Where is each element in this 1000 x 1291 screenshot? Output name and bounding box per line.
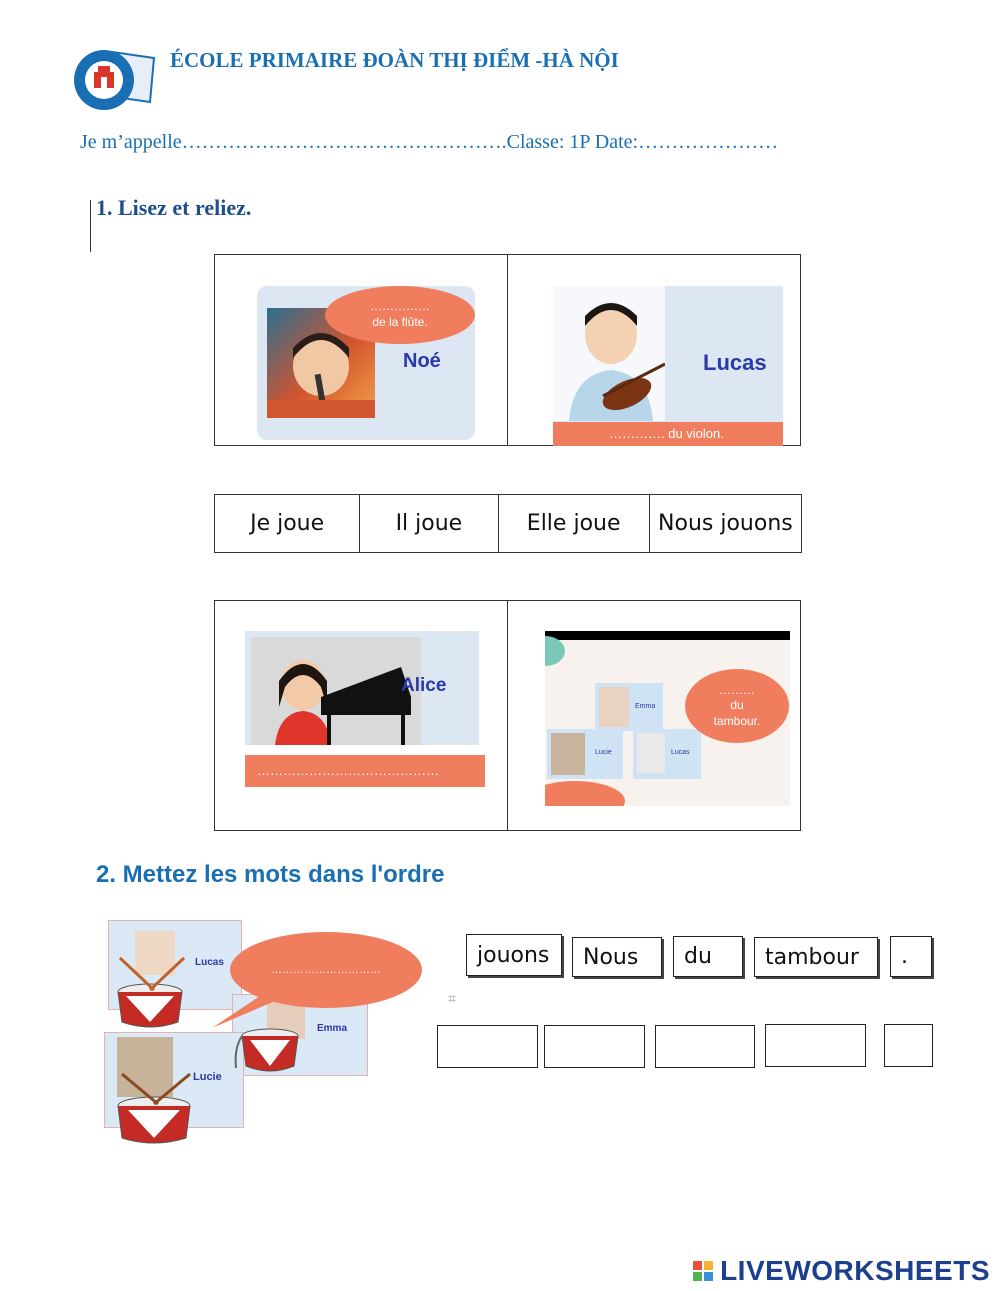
name-alice: Alice bbox=[401, 675, 447, 696]
mini-card-lucas bbox=[633, 729, 701, 779]
scene-name-lucas: Lucas bbox=[195, 957, 224, 968]
answer-slot-2[interactable] bbox=[544, 1025, 645, 1068]
speech-bubble-noe bbox=[325, 286, 475, 344]
card-lucas bbox=[553, 286, 783, 446]
mini-card-lucie bbox=[547, 729, 623, 779]
name-emma: Emma bbox=[635, 703, 656, 710]
word-bank-table bbox=[214, 494, 802, 553]
strip-alice: …………………………………… bbox=[245, 755, 485, 787]
name-lucie: Lucie bbox=[595, 749, 612, 756]
bubble-tail bbox=[212, 988, 282, 1028]
tile-nous[interactable]: Nous bbox=[572, 937, 662, 977]
name-lucas-small: Lucas bbox=[671, 749, 690, 756]
card-alice bbox=[245, 631, 479, 745]
scene-bubble-dots: ………………………… bbox=[271, 964, 381, 976]
scene-name-emma: Emma bbox=[317, 1023, 348, 1034]
tile-tambour[interactable]: tambour bbox=[754, 937, 878, 977]
cell-lucas bbox=[508, 255, 800, 445]
drum-scene bbox=[104, 918, 424, 1146]
answer-slot-1[interactable] bbox=[437, 1025, 538, 1068]
word-elle-joue[interactable]: Elle joue bbox=[499, 495, 650, 552]
exercise-2-title: 2. Mettez les mots dans l'ordre bbox=[96, 861, 445, 888]
exercise-1-title: 1. Lisez et reliez. bbox=[96, 195, 252, 220]
cell-alice bbox=[215, 601, 508, 830]
cell-noe bbox=[215, 255, 508, 445]
word-il-joue[interactable]: Il joue bbox=[360, 495, 498, 552]
speech-bubble-group bbox=[685, 669, 789, 743]
liveworksheets-brand bbox=[692, 1255, 990, 1287]
student-info-line: Je m’appelle………………………………………….Classe: 1P Date:………………… bbox=[80, 131, 779, 153]
word-nous-jouons[interactable]: Nous jouons bbox=[658, 511, 793, 536]
name-noe: Noé bbox=[403, 350, 441, 372]
strip-lucas: …………. du violon. bbox=[553, 422, 783, 446]
bubble-dots: …………… bbox=[370, 299, 430, 314]
picture-table-top bbox=[214, 254, 801, 446]
tile-du[interactable]: du bbox=[673, 936, 743, 977]
card-noe bbox=[257, 286, 475, 440]
school-name: ÉCOLE PRIMAIRE ĐOÀN THỊ ĐIỂM -HÀ NỘI bbox=[170, 48, 619, 72]
photo-emma bbox=[599, 687, 629, 727]
mini-card-emma bbox=[595, 683, 663, 731]
photo-lucie bbox=[551, 733, 585, 775]
photo-lucas-small bbox=[637, 733, 665, 773]
cell-group bbox=[508, 601, 800, 830]
name-lucas: Lucas bbox=[703, 350, 767, 375]
photo-alice bbox=[251, 637, 421, 745]
photo-lucas bbox=[553, 286, 665, 421]
bubble-text: du bbox=[730, 698, 744, 713]
answer-slot-3[interactable] bbox=[655, 1025, 755, 1068]
answer-slot-5[interactable] bbox=[884, 1024, 933, 1067]
answer-slot-4[interactable] bbox=[765, 1024, 866, 1067]
picture-table-bottom bbox=[214, 600, 801, 831]
top-bar bbox=[545, 631, 790, 640]
text-cursor bbox=[90, 200, 91, 252]
school-logo bbox=[72, 44, 156, 114]
scene-name-lucie: Lucie bbox=[193, 1071, 222, 1083]
card-group bbox=[545, 631, 790, 806]
deco-shape bbox=[545, 636, 565, 666]
word-je-joue[interactable]: Je joue bbox=[215, 495, 360, 552]
brand-logo-icon bbox=[692, 1260, 716, 1282]
bubble-text: de la flûte. bbox=[372, 315, 428, 329]
tile-period[interactable]: . bbox=[890, 936, 932, 977]
bubble-dots: ……… bbox=[719, 682, 755, 697]
deco-shape bbox=[545, 781, 625, 806]
bubble-text: tambour. bbox=[713, 713, 761, 728]
tile-jouons[interactable]: jouons bbox=[466, 934, 562, 976]
brand-text: LIVEWORKSHEETS bbox=[720, 1255, 990, 1286]
drag-handle-icon[interactable]: ⌗ bbox=[448, 990, 456, 1006]
